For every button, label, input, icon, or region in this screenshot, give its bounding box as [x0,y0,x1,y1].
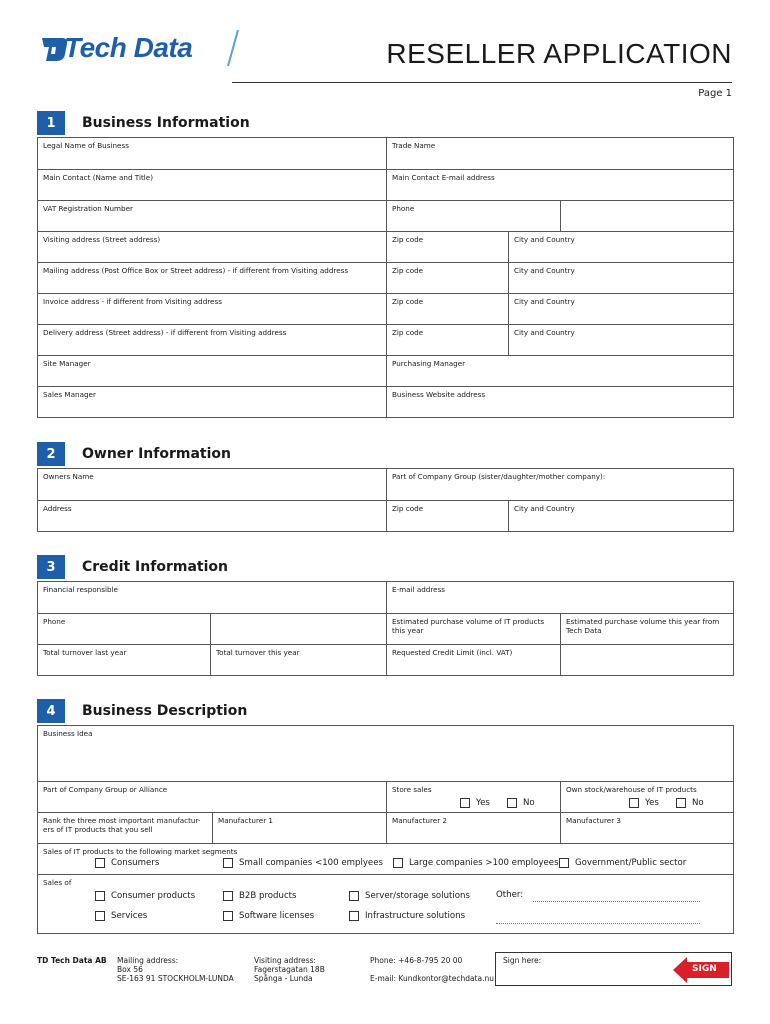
field-label: Rank the three most important manufactur-ers of IT products that you sell [43,816,201,834]
field-label: City and Country [514,328,575,337]
field-label: VAT Registration Number [43,204,133,213]
visiting-zip-field[interactable] [386,232,508,262]
sales-server-storage[interactable] [349,891,470,901]
field-label: City and Country [514,297,575,306]
credit-phone-field[interactable] [38,614,210,644]
visiting-line-2: Spånga - Lunda [254,974,313,983]
field-label: Sales of [43,878,72,887]
own-warehouse-field [560,782,733,812]
section-number: 3 [37,555,65,579]
option-label: Yes [645,797,659,808]
mailing-city-field[interactable] [508,263,733,293]
store-sales-field [386,782,560,812]
business-idea-field[interactable] [38,726,733,781]
segment-consumers[interactable] [95,858,159,868]
field-label: Main Contact E-mail address [392,173,495,182]
footer-company: TD Tech Data AB [37,956,107,965]
delivery-city-field[interactable] [508,325,733,355]
financial-responsible-field[interactable] [38,582,386,613]
footer-mailing-address [117,956,234,983]
checkbox[interactable] [629,798,639,808]
field-label: Trade Name [392,141,436,150]
visiting-address-field[interactable] [38,232,386,262]
field-label: Address [43,504,72,513]
option-label: Consumers [111,857,160,868]
field-label: Own stock/warehouse of IT products [566,785,697,794]
field-label: Manufacturer 3 [566,816,622,825]
footer-contact [370,956,494,983]
footer [37,950,734,990]
field-label: Legal Name of Business [43,141,129,150]
store-sales-no[interactable] [507,798,535,808]
field-label: Visiting address (Street address) [43,235,161,244]
field-label: Zip code [392,504,424,513]
manufacturer-1-field[interactable] [212,813,386,843]
field-label: Mailing address (Post Office Box or Street address) - if different from Visiting address [43,266,349,275]
page-number: Page 1 [698,88,732,99]
section-title: Credit Information [82,559,228,575]
turnover-last-year-field[interactable] [38,645,210,675]
sign-button-label: SIGN [692,964,717,974]
section-1-header [37,111,250,135]
segment-large-companies[interactable] [393,858,559,868]
manufacturer-3-field[interactable] [560,813,733,843]
vat-field[interactable] [38,201,386,231]
field-label: Part of Company Group or Alliance [43,785,168,794]
field-label: Phone [392,204,415,213]
field-label: Invoice address - if different from Visiting address [43,297,222,306]
field-label: Sales of IT products to the following market segments [43,847,238,856]
field-label: Total turnover last year [43,648,127,657]
field-label: Zip code [392,297,424,306]
credit-phone-extra-field[interactable] [210,614,386,644]
warehouse-yes[interactable] [629,798,659,808]
segment-small-companies[interactable] [223,858,383,868]
mailing-address-field[interactable] [38,263,386,293]
credit-limit-field[interactable] [386,645,560,675]
field-label: Requested Credit Limit (incl. VAT) [392,648,513,657]
field-label: City and Country [514,504,575,513]
field-label: Site Manager [43,359,91,368]
sales-b2b-products[interactable] [223,891,297,901]
checkbox[interactable] [95,858,105,868]
credit-extra-field[interactable] [560,645,733,675]
checkbox[interactable] [95,891,105,901]
sales-services[interactable] [95,911,147,921]
field-label: City and Country [514,235,575,244]
warehouse-no[interactable] [676,798,704,808]
logo-swoosh-icon [226,28,240,68]
sign-label: Sign here: [503,956,542,965]
legal-name-field[interactable] [38,138,386,169]
field-label: Zip code [392,235,424,244]
checkbox[interactable] [460,798,470,808]
option-label: Consumer products [111,890,196,901]
main-email-field[interactable] [386,170,733,200]
manufacturer-2-field[interactable] [386,813,560,843]
checkbox[interactable] [507,798,517,808]
footer-phone: Phone: +46-8-795 20 00 [370,956,463,965]
field-label: E-mail address [392,585,446,594]
field-label: Part of Company Group (sister/daughter/mother company): [392,472,606,481]
company-group-alliance-field[interactable] [38,782,386,812]
est-volume-td-field[interactable] [560,614,733,644]
field-label: Business Website address [392,390,486,399]
option-label: Other: [496,890,524,900]
section-number: 1 [37,111,65,135]
owner-address-field[interactable] [38,501,386,531]
section-3-header [37,555,228,579]
checkbox[interactable] [676,798,686,808]
rank-manufacturers-label [38,813,212,843]
owner-name-field[interactable] [38,469,386,500]
credit-info-table [37,581,734,676]
invoice-city-field[interactable] [508,294,733,324]
field-label: Zip code [392,266,424,275]
field-label: Delivery address (Street address) - if different from Visiting address [43,328,287,337]
other-line-2[interactable] [496,923,700,924]
field-label: Manufacturer 2 [392,816,448,825]
checkbox[interactable] [393,858,403,868]
mailing-label: Mailing address: [117,956,179,965]
checkbox[interactable] [559,858,569,868]
section-title: Business Information [82,115,250,131]
option-label: Software licenses [239,910,315,921]
option-label: Services [111,910,148,921]
field-label: Estimated purchase volume this year from Tech Data [566,617,720,635]
field-label: Store sales [392,785,432,794]
sign-button[interactable] [673,957,731,983]
field-label: Owners Name [43,472,94,481]
checkbox[interactable] [349,911,359,921]
section-number: 2 [37,442,65,466]
phone-field[interactable] [386,201,560,231]
visiting-line-1: Fagerstagatan 18B [254,965,325,974]
checkbox[interactable] [223,911,233,921]
field-label: Sales Manager [43,390,96,399]
owner-zip-field[interactable] [386,501,508,531]
mailing-line-2: SE-163 91 STOCKHOLM-LUNDA [117,974,234,983]
owner-city-field[interactable] [508,501,733,531]
section-title: Business Description [82,703,248,719]
delivery-address-field[interactable] [38,325,386,355]
option-label: No [523,797,535,808]
market-segments-field [38,844,733,874]
invoice-address-field[interactable] [38,294,386,324]
sales-of-field [38,875,733,933]
other-line-1[interactable] [533,901,700,902]
field-label: Manufacturer 1 [218,816,274,825]
option-label: Server/storage solutions [365,890,470,901]
header-divider [232,82,732,83]
option-label: B2B products [239,890,297,901]
section-2-header [37,442,231,466]
sales-manager-field[interactable] [38,387,386,417]
company-group-field[interactable] [386,469,733,500]
option-label: No [692,797,704,808]
sales-infrastructure[interactable] [349,911,465,921]
field-label: Estimated purchase volume of IT products this year [392,617,545,635]
site-manager-field[interactable] [38,356,386,386]
trade-name-field[interactable] [386,138,733,169]
invoice-zip-field[interactable] [386,294,508,324]
section-title: Owner Information [82,446,231,462]
option-label: Small companies <100 emplyees [239,857,383,868]
field-label: Financial responsible [43,585,118,594]
footer-email: E-mail: Kundkontor@techdata.nu [370,974,494,983]
turnover-this-year-field[interactable] [210,645,386,675]
store-sales-yes[interactable] [460,798,490,808]
business-info-table [37,137,734,418]
checkbox[interactable] [95,911,105,921]
field-label: Total turnover this year [216,648,300,657]
main-contact-field[interactable] [38,170,386,200]
page-title: RESELLER APPLICATION [386,38,732,69]
logo-text: Tech Data [64,32,193,63]
signature-box[interactable] [495,952,732,986]
option-label: Infrastructure solutions [365,910,466,921]
footer-visiting-address [254,956,325,983]
business-description-table [37,725,734,934]
field-label: Purchasing Manager [392,359,466,368]
tech-data-logo [40,30,240,74]
field-label: City and Country [514,266,575,275]
checkbox[interactable] [349,891,359,901]
phone-extra-field[interactable] [560,201,733,231]
field-label: Business Idea [43,729,93,738]
section-4-header [37,699,247,723]
purchasing-manager-field[interactable] [386,356,733,386]
mailing-line-1: Box 56 [117,965,143,974]
sales-software-licenses[interactable] [223,911,314,921]
field-label: Phone [43,617,66,626]
field-label: Zip code [392,328,424,337]
field-label: Main Contact (Name and Title) [43,173,153,182]
section-number: 4 [37,699,65,723]
option-label: Yes [476,797,490,808]
option-label: Government/Public sector [575,857,687,868]
est-volume-it-field[interactable] [386,614,560,644]
option-label: Large companies >100 employees [409,857,559,868]
owner-info-table [37,468,734,532]
delivery-zip-field[interactable] [386,325,508,355]
segment-government[interactable] [559,858,686,868]
checkbox[interactable] [223,858,233,868]
sales-other-label [496,891,523,900]
checkbox[interactable] [223,891,233,901]
visiting-label: Visiting address: [254,956,316,965]
visiting-city-field[interactable] [508,232,733,262]
credit-email-field[interactable] [386,582,733,613]
mailing-zip-field[interactable] [386,263,508,293]
website-field[interactable] [386,387,733,417]
sales-consumer-products[interactable] [95,891,195,901]
